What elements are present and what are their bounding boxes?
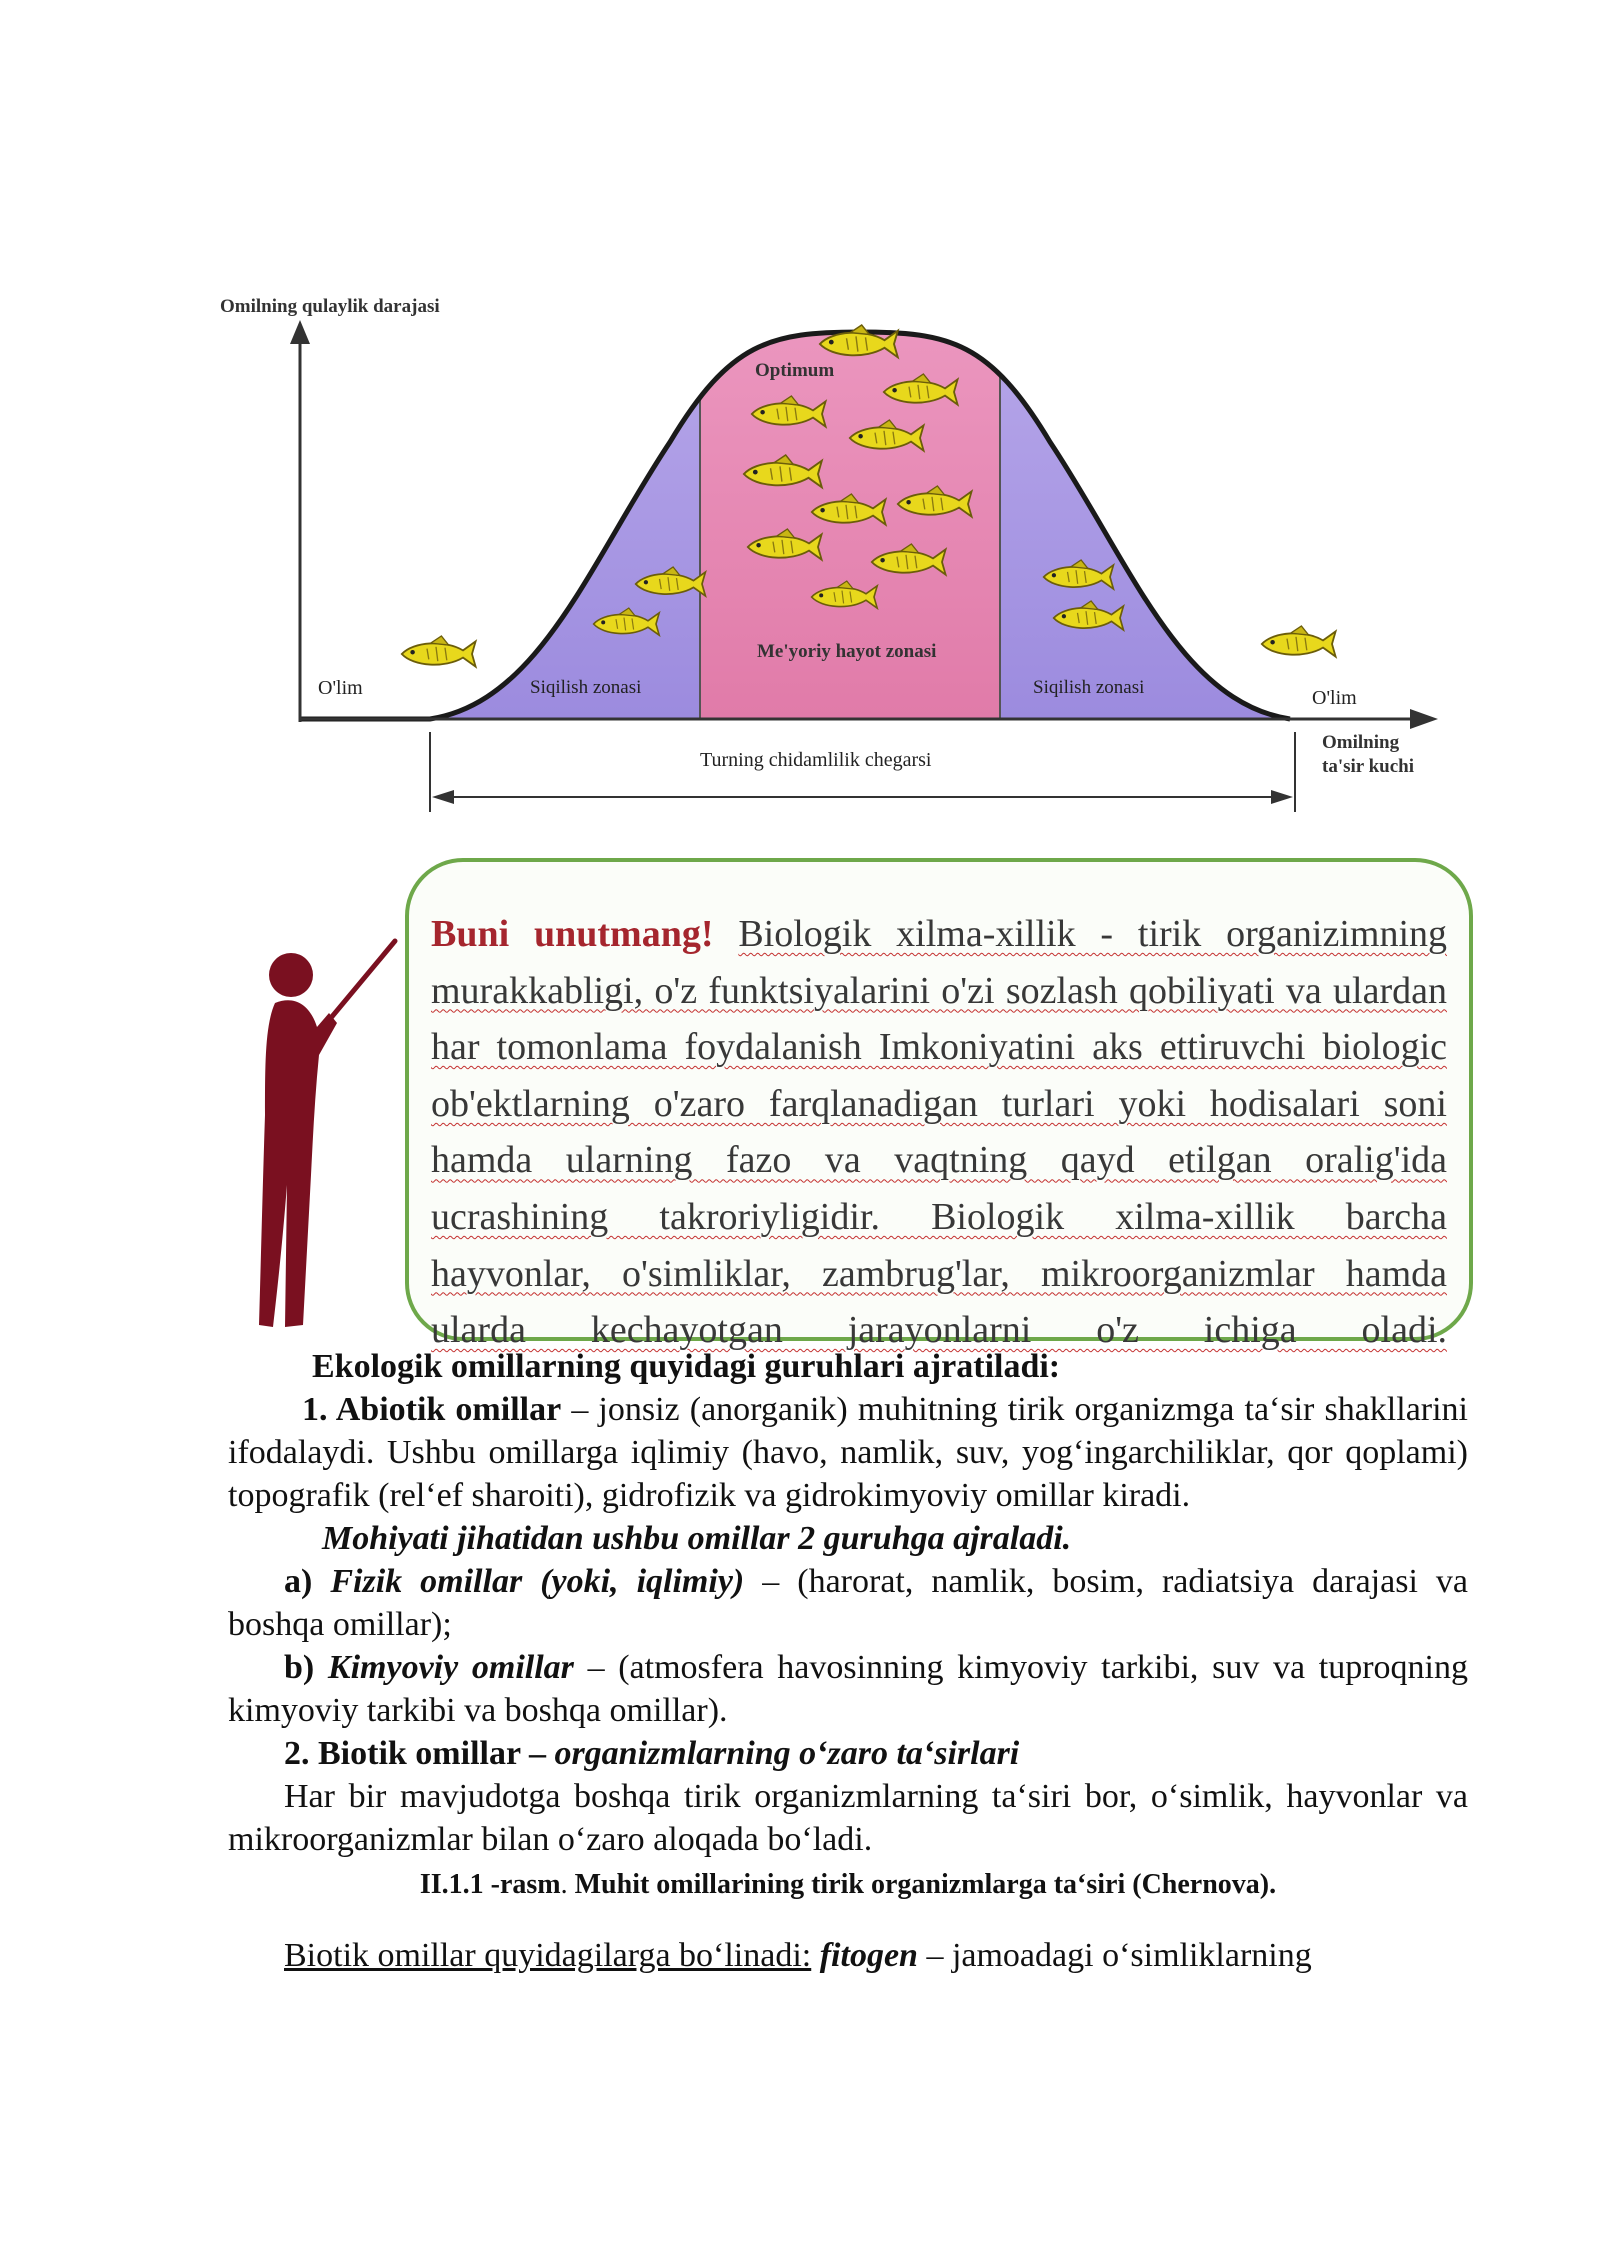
abiotic-paragraph	[228, 1388, 1468, 1517]
fitogen-term: fitogen	[819, 1937, 918, 1974]
item-a-title: Fizik omillar (yoki, iqlimiy)	[330, 1563, 745, 1600]
x-axis-label-line1: Omilning	[1322, 732, 1400, 753]
death-label-left: O'lim	[318, 677, 363, 699]
optimum-label: Optimum	[755, 360, 835, 381]
last-text: – jamoadagi o‘simliklarning	[917, 1937, 1312, 1974]
abiotic-title: 1. Abiotik omillar	[302, 1391, 562, 1428]
biotic-subtitle: organizmlarning o‘zaro ta‘sirlari	[554, 1735, 1020, 1772]
caption-sep: .	[560, 1869, 575, 1900]
item-b	[228, 1646, 1468, 1732]
biotic-division-underlined: Biotik omillar quyidagilarga bo‘linadi:	[284, 1937, 812, 1974]
section-heading: Ekologik omillarning quyidagi guruhlari ajratiladi:	[312, 1348, 1061, 1385]
item-a-label: a)	[284, 1563, 331, 1600]
last-paragraph	[228, 1934, 1468, 1977]
caption-text: Muhit omillarining tirik organizmlarga ta‘siri (Chernova).	[574, 1869, 1277, 1900]
item-a-text: – (harorat, namlik, bosim, radiatsiya darajasi va boshqa omillar);	[228, 1563, 1468, 1643]
stress-zone-label-right: Siqilish zonasi	[1033, 677, 1145, 698]
biotic-heading	[228, 1732, 1468, 1775]
body-text	[228, 1345, 1468, 1977]
caption-number: II.1.1 -rasm	[419, 1869, 561, 1900]
item-a	[228, 1560, 1468, 1646]
tolerance-range-label: Turning chidamlilik chegarsi	[700, 749, 932, 771]
note-box	[405, 858, 1473, 1352]
normal-zone-label: Me'yoriy hayot zonasi	[757, 641, 937, 662]
item-b-text: – (atmosfera havosinning kimyoviy tarkibi, suv va tuproqning kimyoviy tarkibi va boshqa omillar).	[228, 1649, 1468, 1729]
item-b-label: b)	[284, 1649, 328, 1686]
note-text: Biologik xilma-xillik - tirik organizimning murakkabligi, o'z funktsiyalarini o'zi sozlash qobiliyati va ulardan har tomonlama foydalanish Imkoniyatini aks ettiruvchi biologic ob'ektlarning o'zaro farqlanadigan turlari yoki hodisalari soni hamda ularning fazo va vaqtning qayd etilgan oralig'ida ucrashining takroriyligidir. Biologik xilma-xillik barcha hayvonlar, o'simliklar, zambrug'lar, mikroorganizmlar hamda ularda kechayotgan jarayonlarni o'z ichiga oladi.	[431, 913, 1447, 1352]
tolerance-curve-figure	[210, 262, 1460, 832]
note-paragraph	[431, 906, 1447, 1359]
item-b-title: Kimyoviy omillar	[327, 1649, 574, 1686]
stress-zone-right	[1000, 302, 1310, 732]
figure-caption	[228, 1863, 1468, 1906]
fish-icon	[1262, 626, 1336, 657]
biotic-title: 2. Biotik omillar –	[284, 1735, 555, 1772]
death-label-right: O'lim	[1312, 687, 1357, 709]
teacher-figure-icon	[255, 935, 405, 1335]
stress-zone-left	[410, 302, 700, 732]
x-axis-label-line2: ta'sir kuchi	[1322, 756, 1415, 777]
fish-icon	[402, 636, 476, 667]
essence-heading: Mohiyati jihatidan ushbu omillar 2 guruhga ajraladi.	[322, 1520, 1072, 1557]
y-axis-label: Omilning qulaylik darajasi	[220, 296, 440, 317]
stress-zone-label-left: Siqilish zonasi	[530, 677, 642, 698]
abiotic-text: – jonsiz (anorganik) muhitning tirik organizmga ta‘sir shakllarini ifodalaydi. Ushbu omillarga iqlimiy (havo, namlik, suv, yog‘ingarchiliklar, qor qoplami) topografik (rel‘ef sharoiti), gidrofizik va gidrokimyoviy omillar kiradi.	[228, 1391, 1468, 1514]
biotic-paragraph: Har bir mavjudotga boshqa tirik organizmlarning ta‘siri bor, o‘simlik, hayvonlar va mikroorganizmlar bilan o‘zaro aloqada bo‘ladi.	[228, 1778, 1468, 1858]
note-lead: Buni unutmang!	[431, 913, 714, 955]
